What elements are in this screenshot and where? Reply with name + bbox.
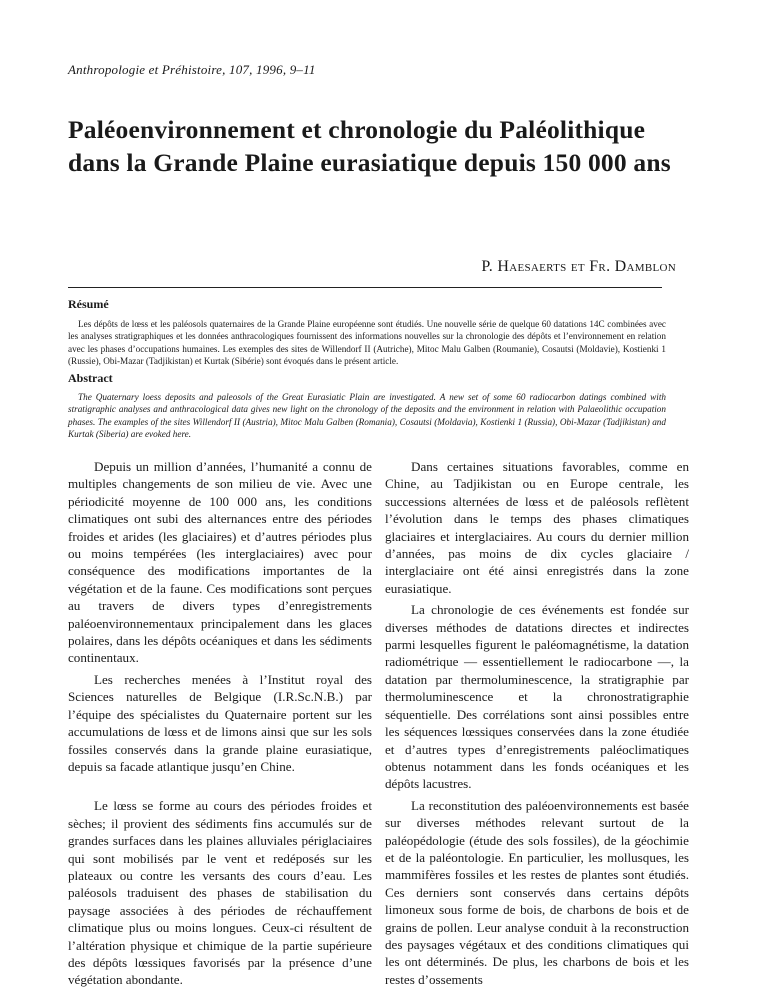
paragraph: Depuis un million d’années, l’humanité a connu de multiples changements de son milieu de vie. Avec une périodicité moyenne de 100 000 ans, les conditions climatiques ont subi des alternances entre des périodes froides et arides (les glaciaires) et d’autres périodes plus ou moins tempérées (les interglaciaires) avec pour conséquence des modifications importantes de la végétation et de la faune. Ces modifications sont perçues au travers de divers types d’enregistrements paléoenvironnementaux principalement dans les glaces polaires, dans les dépôts océaniques et dans les sédiments continentaux. [68,459,372,666]
abstract-heading: Abstract [68,371,113,385]
abstract-text: The Quaternary loess deposits and paleosols of the Great Eurasiatic Plain are investigated. A new set of some 60 radiocarbon datings combined with stratigraphic analyses and anthracological data gives new light on the chronology of the deposits and the environment in relation with Palaeolithic occupation phases. The examples of the sites Willendorf II (Austria), Mitoc Malu Galben (Romania), Cosautsi (Moldavia), Kostienki 1 (Russia), Obi-Mazar (Tadjikistan) and Kurtak (Siberia) are evoked here. [68,392,666,440]
authors: P. Haesaerts et Fr. Damblon [481,258,676,275]
title-line-2: dans la Grande Plaine eurasiatique depuis 150 000 ans [68,148,671,177]
paragraph: Le lœss se forme au cours des périodes froides et sèches; il provient des sédiments fins accumulés sur de grandes surfaces dans les plaines alluviales périglaciaires qui sont mobilisés par le vent et redéposés sur les plateaux ou contre les versants des cours d’eau. Les paléosols traduisent des phases de stabilisation du paysage associées à des périodes de réchauffement climatique plus ou moins longues. Ceux-ci résultent de l’altération physique et chimique de la partie supérieure des dépôts lœssiques favorisés par la présence d’une végétation abondante. [68,798,372,988]
journal-citation: Anthropologie et Préhistoire, 107, 1996, 9–11 [68,62,316,77]
resume-text: Les dépôts de lœss et les paléosols quaternaires de la Grande Plaine européenne sont étudiés. Une nouvelle série de quelque 60 datations 14C combinées avec les analyses stratigraphiques et les données anthracologiques fournissent des informations nouvelles sur la chronologie des dépôts et l’environnement en relation avec les phases d’occupations humaines. Les exemples des sites de Willendorf II (Autriche), Mitoc Malu Galben (Roumanie), Cosautsi (Moldavie), Kostienki 1 (Russie), Obi-Mazar (Tadjikistan) et Kurtak (Sibérie) sont évoqués dans le présent article. [68,319,666,367]
body-column-left [68,458,372,989]
paragraph: Les recherches menées à l’Institut royal des Sciences naturelles de Belgique (I.R.Sc.N.B.) par l’équipe des spécialistes du Quaternaire portent sur les accumulations de lœss et de limons ainsi que sur les sols fossiles conservés dans la grande plaine eurasiatique, depuis sa facade atlantique jusqu’en Chine. [68,671,372,774]
body-column-right [385,458,689,988]
header-divider [68,287,662,288]
paragraph: La reconstitution des paléoenvironnements est basée sur diverses méthodes relevant surtout de la paléopédologie (étude des sols fossiles), de la géochimie et de la paléontologie. En particulier, les mollusques, les mammifères fossiles et les restes de plantes sont étudiés. Ces derniers sont conservés dans certains dépôts limoneux sous forme de bois, de charbons de bois et de grains de pollen. Leur analyse conduit à la reconstruction des paysages végétaux et des conditions climatiques qui les ont déterminés. De plus, les charbons de bois et les restes d’ossements [385,797,689,987]
article-title [68,113,728,179]
paragraph: Dans certaines situations favorables, comme en Chine, au Tadjikistan ou en Europe centrale, les successions alternées de lœss et de paléosols reflètent l’évolution dans le temps des phases climatiques glaciaires et interglaciaires. Au cours du dernier million d’années, pas moins de dix cycles glaciaire / interglaciaire ont été ainsi enregistrés dans la zone eurasiatique. [385,459,689,596]
paragraph: La chronologie de ces événements est fondée sur diverses méthodes de datations directes et indirectes parmi lesquelles figurent le paléomagnétisme, la datation radiométrique — essentiellement le radiocarbone —, la datation par thermoluminescence, la stratigraphie par thermoluminescence et la chronostratigraphie séquentielle. Des corrélations sont ainsi possibles entre les séquences lœssiques conservées dans la zone étudiée et d’autres types d’enregistrements paléoclimatiques obtenus notamment dans les fonds océaniques et les dépôts lacustres. [385,602,689,792]
resume-heading: Résumé [68,297,109,311]
title-line-1: Paléoenvironnement et chronologie du Paléolithique [68,115,646,144]
